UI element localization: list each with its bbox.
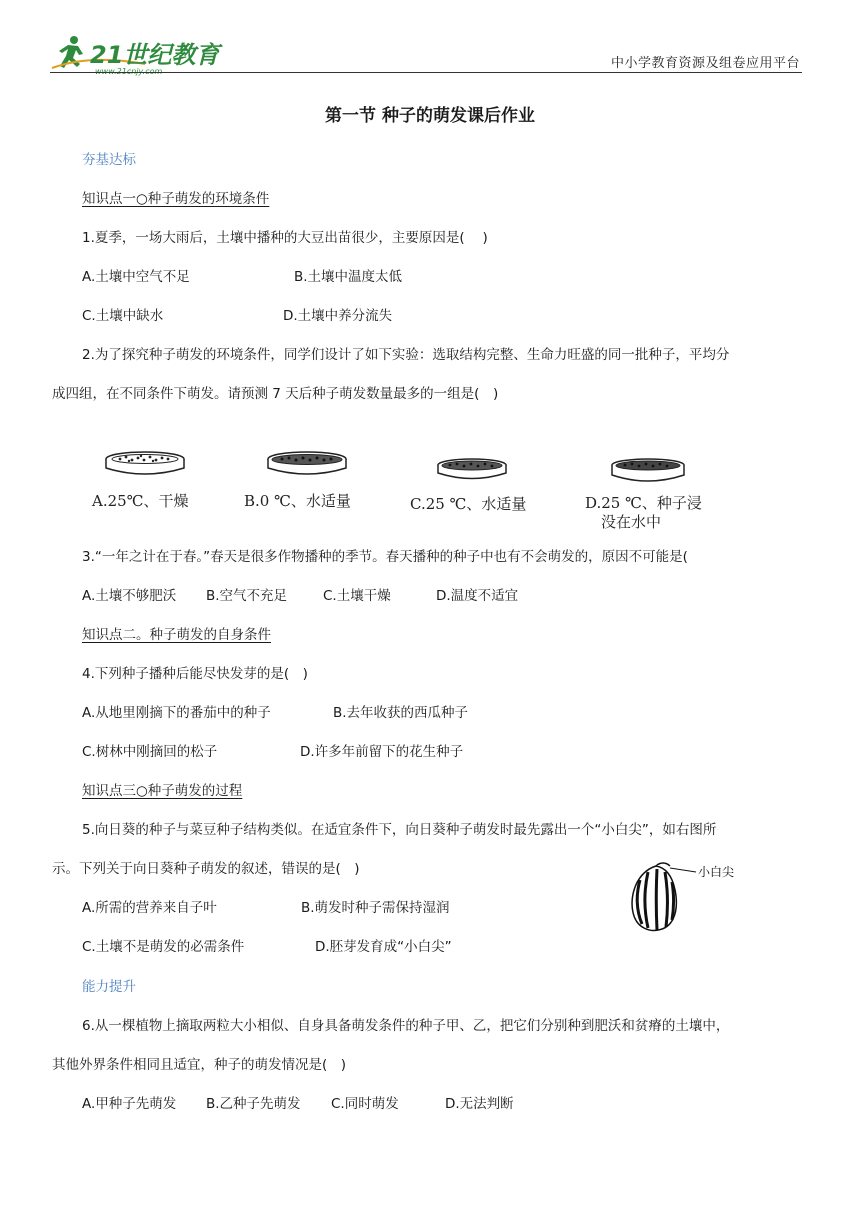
q5-option-c: C.土壤不是萌发的必需条件 (82, 939, 245, 955)
q4-option-a: A.从地里刚摘下的番茄中的种子 (82, 705, 271, 721)
knowledge-point-1: 知识点一○种子萌发的环境条件 (82, 191, 270, 207)
q6-option-a: A.甲种子先萌发 (82, 1096, 177, 1112)
q3-option-d: D.温度不适宜 (436, 588, 519, 604)
petri-dish-a (104, 450, 186, 478)
figure-label-xiaobaijian: 小白尖 (698, 865, 735, 879)
logo-21cnjy (50, 34, 235, 76)
platform-name: 中小学教育资源及组卷应用平台 (610, 56, 800, 71)
q5-option-b: B.萌发时种子需保持湿润 (301, 900, 450, 916)
section-advanced: 能力提升 (82, 979, 136, 995)
q2-stem-line2: 成四组，在不同条件下萌发。请预测 7 天后种子萌发数量最多的一组是( ) (52, 386, 499, 402)
q1-option-c: C.土壤中缺水 (82, 308, 164, 324)
dish-label-b: B.0 ℃、水适量 (244, 492, 351, 510)
q3-stem: 3.“一年之计在于春。”春天是很多作物播种的季节。春天播种的种子中也有不会萌发的，原因不可能是( (82, 549, 688, 565)
sunflower-seed-figure (626, 858, 746, 936)
dish-label-d-line1: D.25 ℃、种子浸 (585, 494, 702, 512)
q6-option-c: C.同时萌发 (331, 1096, 399, 1112)
q5-option-a: A.所需的营养来自子叶 (82, 900, 217, 916)
q5-stem-line2: 示。下列关于向日葵种子萌发的叙述，错误的是( ) (52, 861, 360, 877)
petri-dish-c (436, 457, 508, 483)
q4-option-b: B.去年收获的西瓜种子 (333, 705, 469, 721)
q3-option-b: B.空气不充足 (206, 588, 288, 604)
dish-label-d-line2: 没在水中 (601, 513, 662, 531)
q4-option-c: C.树林中刚摘回的松子 (82, 744, 218, 760)
q2-stem-line1: 2.为了探究种子萌发的环境条件，同学们设计了如下实验：选取结构完整、生命力旺盛的同一批种子，平均分 (82, 347, 730, 363)
knowledge-point-2: 知识点二。种子萌发的自身条件 (82, 627, 271, 643)
q6-option-b: B.乙种子先萌发 (206, 1096, 301, 1112)
petri-dish-d (610, 457, 686, 485)
q5-option-d: D.胚芽发育成“小白尖” (315, 939, 452, 955)
dish-label-a: A.25℃、干燥 (92, 492, 189, 510)
q6-stem-line1: 6.从一棵植物上摘取两粒大小相似、自身具备萌发条件的种子甲、乙，把它们分别种到肥沃和贫瘠的土壤中， (82, 1018, 730, 1034)
q3-option-c: C.土壤干燥 (323, 588, 391, 604)
dish-label-c: C.25 ℃、水适量 (410, 495, 527, 513)
petri-dish-b (266, 450, 348, 478)
q4-option-d: D.许多年前留下的花生种子 (300, 744, 464, 760)
q6-stem-line2: 其他外界条件相同且适宜，种子的萌发情况是( ) (52, 1057, 347, 1073)
q6-option-d: D.无法判断 (445, 1096, 514, 1112)
logo-text: 21世纪教育 (90, 41, 220, 69)
q1-option-d: D.土壤中养分流失 (283, 308, 393, 324)
page-header (0, 0, 860, 80)
q5-stem-line1: 5.向日葵的种子与菜豆种子结构类似。在适宜条件下，向日葵种子萌发时最先露出一个“小白尖”，如右图所 (82, 822, 717, 838)
page-title: 第一节 种子的萌发课后作业 (325, 106, 535, 126)
section-basic: 夯基达标 (82, 152, 136, 168)
header-divider (50, 72, 802, 73)
knowledge-point-3: 知识点三○种子萌发的过程 (82, 783, 243, 799)
q1-option-b: B.土壤中温度太低 (294, 269, 403, 285)
q4-stem: 4.下列种子播种后能尽快发芽的是( ) (82, 666, 308, 682)
q1-option-a: A.土壤中空气不足 (82, 269, 190, 285)
q3-option-a: A.土壤不够肥沃 (82, 588, 177, 604)
q1-stem: 1.夏季，一场大雨后，土壤中播种的大豆出苗很少，主要原因是( ) (82, 230, 488, 246)
